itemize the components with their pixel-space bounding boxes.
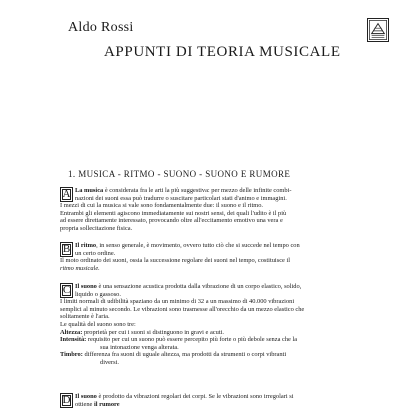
line-text: è considerata fra le arti la più suggestiva: per mezzo delle infinite combi- — [103, 187, 292, 194]
text-line: I limiti normali di udibilità spaziano da un minimo di 32 a un massimo di 40.000 vibrazioni — [60, 298, 295, 306]
text-line: sua intonazione venga alterata. — [100, 343, 179, 351]
text-line: propria sollecitazione fisica. — [60, 225, 133, 232]
text-line: ad essere direttamente interessato, provocando oltre all'eccitamento emotivo una vera e — [60, 217, 283, 225]
section-d — [60, 393, 404, 411]
section-b — [60, 242, 404, 274]
text-line — [75, 393, 294, 401]
term-suono: Il suono — [75, 393, 97, 400]
quality-intensita — [60, 336, 297, 344]
text-line — [60, 265, 100, 273]
term-altezza: Altezza: — [60, 328, 83, 336]
line-text: proprietà per cui i suoni si distinguono in gravi e acuti. — [82, 328, 224, 336]
publisher-logo-graphic — [368, 19, 388, 41]
text-line: un certo ordine. — [75, 249, 116, 257]
term-rumore: il rumore — [94, 400, 120, 408]
line-text: è una sensazione acustica prodotta dalla vibrazione di un corpo elastico, solido, — [96, 283, 302, 290]
text-line — [75, 401, 120, 409]
book-title: APPUNTI DI TEORIA MUSICALE — [104, 44, 341, 60]
line-text: differenza fra suoni di uguale altezza, ma prodotti da strumenti o corpi vibranti — [82, 351, 287, 359]
section-letter-d: D — [60, 393, 73, 408]
text-line — [75, 242, 300, 250]
text-line: liquido o gassoso. — [75, 290, 121, 298]
term-timbro: Timbro: — [60, 351, 83, 359]
text-line: Le qualità del suono sono tre: — [60, 321, 136, 328]
line-text: ottiene — [75, 400, 94, 408]
author-name: Aldo Rossi — [68, 20, 134, 35]
term-intensita: Intensità: — [60, 336, 87, 344]
section-c — [60, 283, 404, 383]
section-a — [60, 187, 404, 247]
section-letter-b: B — [60, 242, 73, 257]
text-line: semplici al minuto secondo. Le vibrazioni sono trasmesse all'orecchio da un mezzo elastico che — [60, 305, 305, 313]
text-line: Entrambi gli elementi agiscono immediatamente sui nostri sensi, dei quali l'udito è il più — [60, 209, 287, 217]
term-musica: La musica — [75, 187, 104, 194]
text-line — [75, 283, 301, 291]
section-letter-a: A — [60, 187, 73, 202]
text-line: solitamente è l'aria. — [60, 313, 110, 321]
quality-timbro — [60, 351, 286, 359]
section-letter-c: C — [60, 283, 73, 298]
quality-altezza — [60, 329, 224, 337]
term-suono: Il suono — [75, 283, 97, 290]
line-text: requisito per cui un suono può essere percepito più forte o più debole senza che la — [86, 336, 298, 344]
line-text: è prodotto da vibrazioni regolari dei corpi. Se le vibrazioni sono irregolari si — [96, 393, 294, 400]
chapter-heading: 1. MUSICA - RITMO - SUONO - SUONO E RUMORE — [68, 169, 291, 179]
text-line: Il moto ordinato dei suoni, ossia la successione regolare dei suoni nel tempo, costituisce il — [60, 257, 291, 265]
publisher-logo-icon — [367, 18, 389, 42]
term-ritmo-musicale: ritmo musicale. — [60, 264, 100, 272]
text-line — [75, 187, 292, 195]
text-line: diversi. — [100, 359, 119, 366]
term-ritmo: Il ritmo — [75, 242, 97, 249]
text-line: nazioni dei suoni essa può tradurre o suscitare particolari stati d'animo e immagini. — [75, 194, 287, 202]
text-line: I mezzi di cui la musica si vale sono fondamentalmente due: il suono e il ritmo. — [60, 202, 264, 210]
line-text: , in senso generale, è movimento, ovvero tutto ciò che si succede nel tempo con — [96, 242, 300, 249]
